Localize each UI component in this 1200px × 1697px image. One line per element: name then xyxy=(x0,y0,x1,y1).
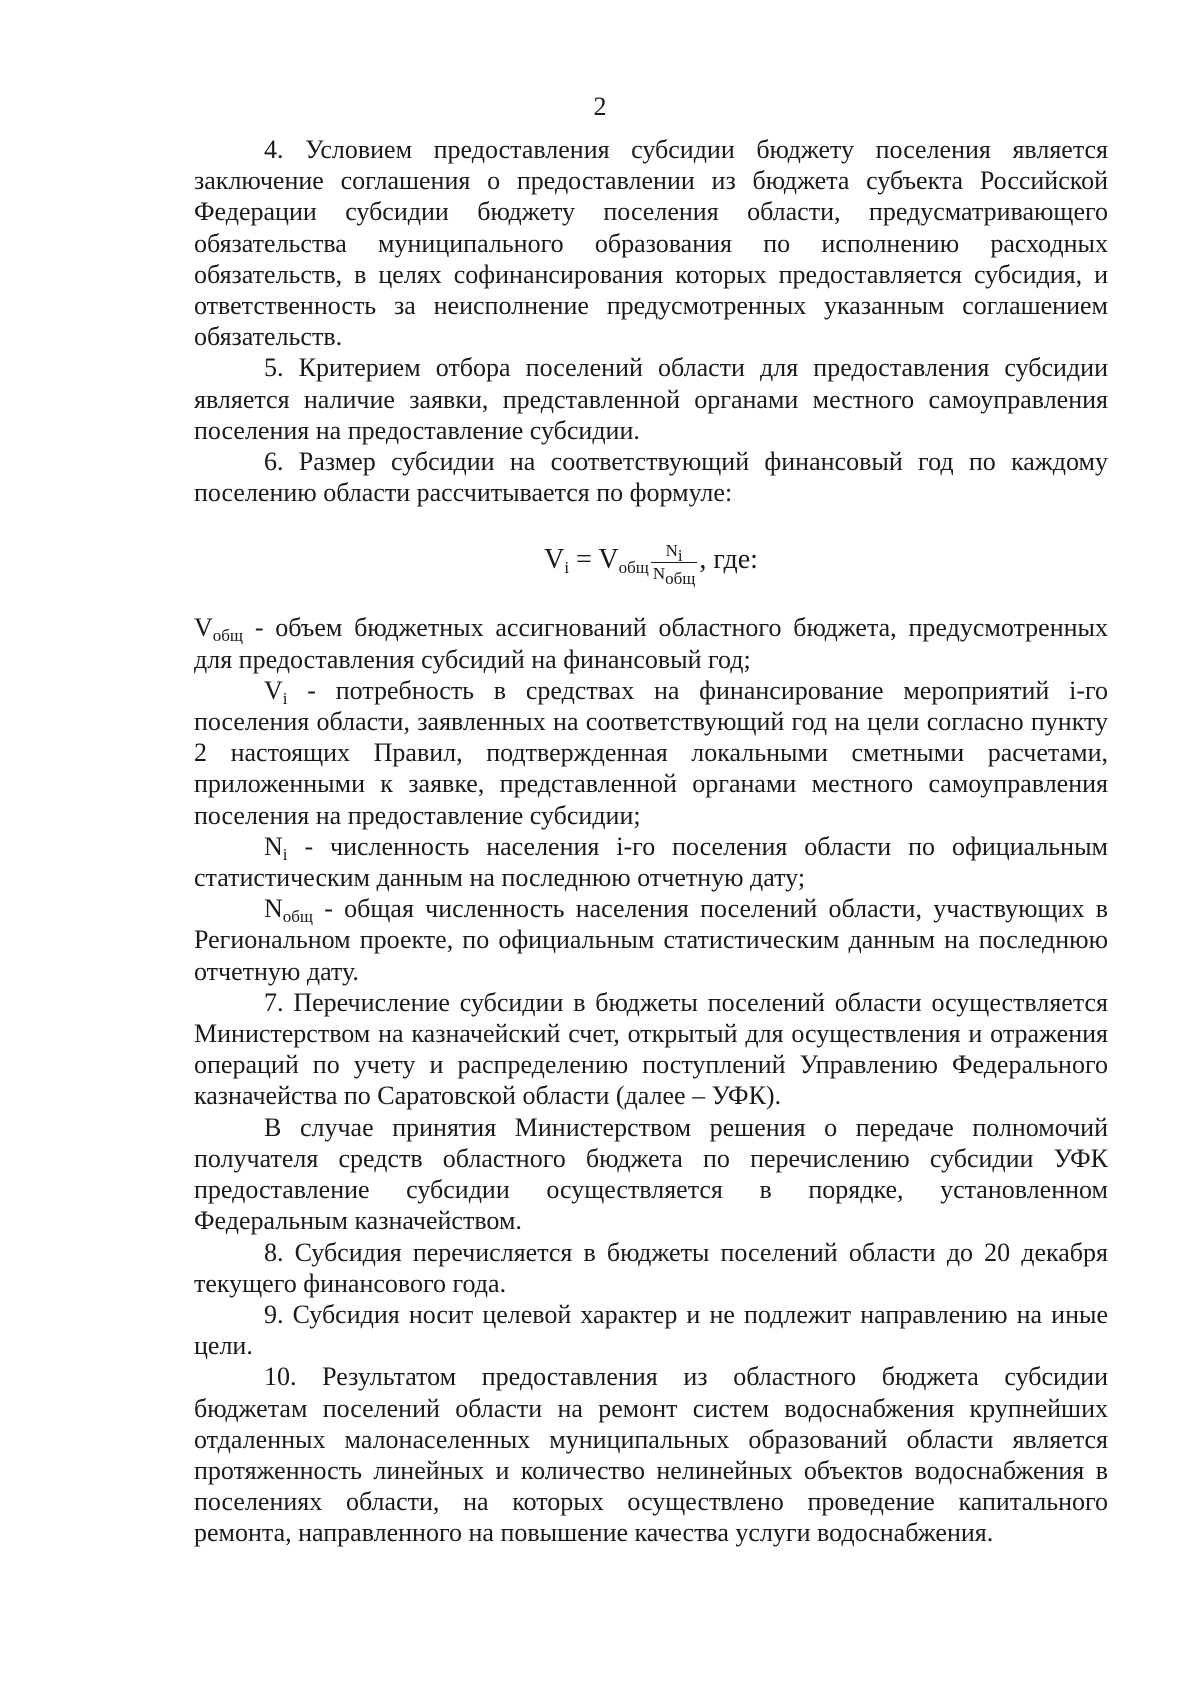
paragraph-4: 4. Условием предоставления субсидии бюджету поселения является заключение соглашения о предоставлении из бюджета субъекта Российской Федерации субсидии бюджету поселения области, предусматривающего обязательства муниципального образования по исполнению расходных обязательств, в целях софинансирования которых предоставляется субсидия, и ответственность за неисполнение предусмотренных указанным соглашением обязательств. xyxy=(194,135,1108,352)
paragraph-7b: В случае принятия Министерством решения о передаче полномочий получателя средств областного бюджета по перечислению субсидии УФК предоставление субсидии осуществляется в порядке, установленном Федеральным казначейством. xyxy=(194,1112,1108,1236)
definition-v-i: $V_i$ - потребность в средствах на финансирование мероприятий i-го поселения области, заявленных на соответствующий год на цели согласно пункту 2 настоящих Правил, подтвержденная локальными сметными расчетами, приложенными к заявке, представленной органами местного самоуправления поселения на предоставление субсидии; xyxy=(194,675,1108,830)
paragraph-7: 7. Перечисление субсидии в бюджеты поселений области осуществляется Министерством на казначейский счет, открытый для осуществления и отражения операций по учету и распределению поступлений Управлению Федерального казначейства по Саратовской области (далее – УФК). xyxy=(194,987,1108,1111)
definition-n-i: $N_i$ - численность населения i-го поселения области по официальным статистическим данным на последнюю отчетную дату; xyxy=(194,831,1108,893)
formula-equals: = xyxy=(576,544,592,576)
paragraph-5: 5. Критерием отбора поселений области для предоставления субсидии является наличие заявки, представленной органами местного самоуправления поселения на предоставление субсидии. xyxy=(194,353,1108,445)
paragraph-8: 8. Субсидия перечисляется в бюджеты поселений области до 20 декабря текущего финансового года. xyxy=(194,1237,1108,1298)
document-body xyxy=(194,134,1108,1549)
formula-denominator: $N_{общ}$ xyxy=(652,563,696,588)
subsidy-formula xyxy=(194,530,1108,590)
formula-suffix: , где: xyxy=(699,544,758,576)
definition-n-total: $N_{общ}$ - общая численность населения поселений области, участвующих в Региональном проекте, по официальным статистическим данным на последнюю отчетную дату. xyxy=(194,894,1108,986)
definition-v-total: $V_{общ}$ - объем бюджетных ассигнований областного бюджета, предусмотренных для предоставления субсидий на финансовый год; xyxy=(194,613,1108,674)
paragraph-9: 9. Субсидия носит целевой характер и не подлежит направлению на иные цели. xyxy=(194,1299,1108,1361)
paragraph-10: 10. Результатом предоставления из областного бюджета субсидии бюджетам поселений области на ремонт систем водоснабжения крупнейших отдаленных малонаселенных муниципальных образований области является протяженность линейных и количество нелинейных объектов водоснабжения в поселениях области, на которых осуществлено проведение капитального ремонта, направленного на повышение качества услуги водоснабжения. xyxy=(194,1362,1108,1548)
formula-lhs: $V_i$ xyxy=(544,544,570,578)
formula-v-total: $V_{общ}$ xyxy=(598,544,649,578)
page-number: 2 xyxy=(593,92,607,121)
paragraph-6: 6. Размер субсидии на соответствующий финансовый год по каждому поселению области рассчитывается по формуле: xyxy=(194,447,1108,508)
formula-numerator: $N_i$ xyxy=(651,540,698,563)
formula-fraction xyxy=(651,540,698,588)
